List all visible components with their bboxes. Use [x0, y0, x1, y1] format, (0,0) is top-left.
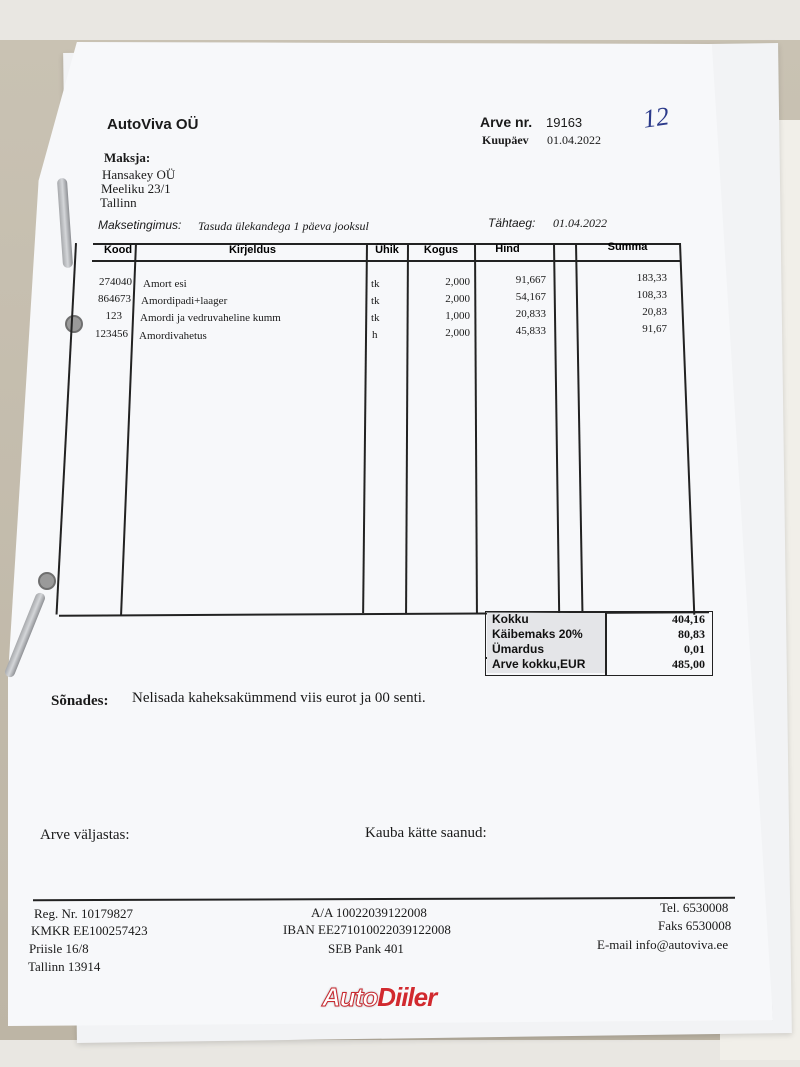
cell-kogus: 2,000 — [445, 293, 470, 305]
total-rounding-label: Ümardus — [492, 642, 545, 656]
handwritten-note: 12 — [641, 101, 671, 134]
cell-hind: 91,667 — [515, 274, 546, 286]
cell-kirjeldus: Amordipadi+laager — [141, 295, 228, 307]
received-by-label: Kauba kätte saanud: — [365, 825, 487, 841]
footer-reg-nr: Reg. Nr. 10179827 — [34, 906, 133, 921]
col-header-hind: Hind — [495, 243, 520, 255]
cell-kood: 123 — [105, 310, 122, 322]
total-subtotal-label: Kokku — [492, 612, 529, 626]
footer-bank: SEB Pank 401 — [328, 941, 404, 956]
col-header-summa: Summa — [607, 241, 648, 253]
amount-in-words-label: Sõnades: — [51, 693, 109, 709]
cell-uhik: tk — [371, 295, 380, 307]
cell-kood: 864673 — [98, 293, 131, 305]
cell-kirjeldus: Amort esi — [143, 278, 187, 290]
watermark-auto: Auto — [322, 982, 378, 1012]
cell-hind: 20,833 — [515, 308, 546, 320]
payer-city: Tallinn — [100, 195, 137, 210]
footer-city: Tallinn 13914 — [28, 959, 101, 974]
footer-iban: IBAN EE271010022039122008 — [283, 922, 451, 937]
cell-kirjeldus: Amordi ja vedruvaheline kumm — [140, 312, 281, 324]
invoice-date: 01.04.2022 — [547, 133, 601, 147]
payer-address: Meeliku 23/1 — [101, 181, 171, 196]
cell-hind: 54,167 — [515, 291, 546, 303]
totals-divider — [605, 611, 607, 675]
company-name: AutoViva OÜ — [107, 116, 199, 133]
col-header-uhik: Ühik — [375, 244, 399, 256]
footer-email: E-mail info@autoviva.ee — [597, 937, 729, 952]
cell-summa: 108,33 — [636, 289, 667, 301]
cell-kood: 274040 — [99, 276, 132, 288]
invoice-date-label: Kuupäev — [482, 133, 529, 147]
cell-summa: 20,83 — [642, 306, 667, 318]
issued-by-label: Arve väljastas: — [40, 827, 130, 843]
total-subtotal-value: 404,16 — [672, 612, 705, 626]
due-date: 01.04.2022 — [553, 216, 607, 230]
watermark-diiler: Diiler — [377, 982, 437, 1012]
footer-fax: Faks 6530008 — [658, 918, 732, 933]
cell-kogus: 2,000 — [445, 327, 470, 339]
total-vat-label: Käibemaks 20% — [492, 627, 583, 641]
cell-summa: 91,67 — [642, 323, 667, 335]
total-vat-value: 80,83 — [678, 627, 705, 641]
total-grand-value: 485,00 — [672, 657, 705, 671]
invoice-number-label: Arve nr. — [480, 114, 533, 130]
terms-label: Maksetingimus: — [98, 218, 182, 232]
amount-in-words: Nelisada kaheksakümmend viis eurot ja 00 senti. — [132, 690, 426, 706]
cell-kirjeldus: Amordivahetus — [139, 330, 207, 342]
footer-street: Priisle 16/8 — [29, 941, 89, 956]
footer-account: A/A 10022039122008 — [311, 905, 427, 920]
col-header-kirjeldus: Kirjeldus — [228, 244, 277, 256]
payer-label: Maksja: — [104, 150, 151, 165]
col-header-kood: Kood — [103, 244, 133, 256]
footer-phone: Tel. 6530008 — [660, 900, 729, 915]
footer-kmkr: KMKR EE100257423 — [31, 923, 148, 938]
table-header-bottom-line — [92, 260, 681, 262]
cell-uhik: tk — [371, 312, 380, 324]
terms-value: Tasuda ülekandega 1 päeva jooksul — [198, 219, 369, 233]
autodiiler-watermark — [322, 982, 436, 1013]
binder-ring-bottom — [38, 572, 56, 590]
cell-kogus: 1,000 — [445, 310, 470, 322]
payer-name: Hansakey OÜ — [102, 167, 176, 182]
total-rounding-value: 0,01 — [684, 642, 705, 656]
invoice-number: 19163 — [546, 115, 583, 130]
col-header-kogus: Kogus — [423, 244, 459, 256]
total-grand-label: Arve kokku,EUR — [492, 657, 586, 671]
cell-kood: 123456 — [95, 328, 128, 340]
cell-kogus: 2,000 — [445, 276, 470, 288]
cell-hind: 45,833 — [515, 325, 546, 337]
cell-summa: 183,33 — [636, 272, 667, 284]
cell-uhik: h — [372, 329, 378, 341]
cell-uhik: tk — [371, 278, 380, 290]
due-date-label: Tähtaeg: — [488, 216, 536, 230]
